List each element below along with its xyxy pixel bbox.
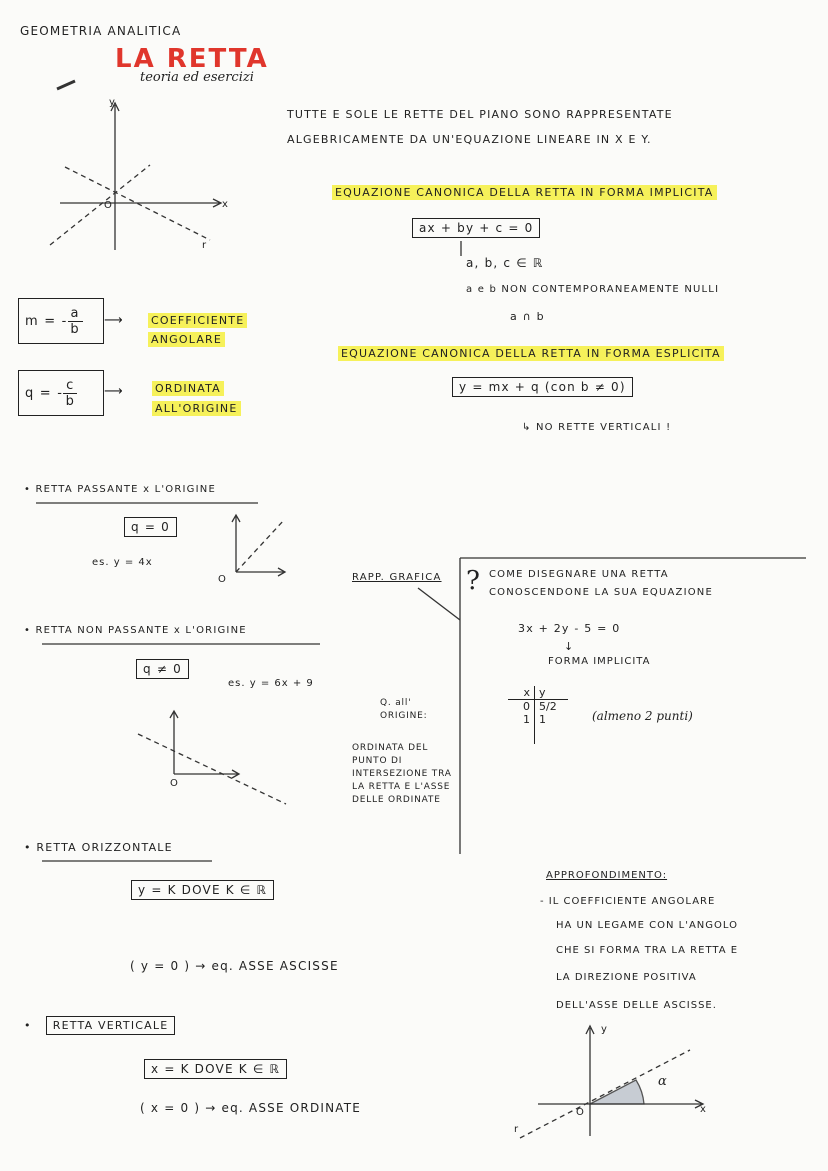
page-subtitle: teoria ed esercizi [140, 70, 254, 85]
implicit-heading: EQUAZIONE CANONICA DELLA RETTA IN FORMA IMPLICITA [332, 185, 717, 200]
graphic-q2: CONOSCENDONE LA SUA EQUAZIONE [489, 587, 714, 598]
top-origin-label: O [104, 200, 113, 211]
deepening-angle-label: α [658, 1074, 667, 1089]
horizontal-heading-underline [42, 858, 214, 864]
graphic-equation: 3x + 2y - 5 = 0 [518, 622, 621, 635]
non-origin-heading-text: RETTA NON PASSANTE x L'ORIGINE [35, 625, 247, 636]
explicit-equation: y = mx + q (con b ≠ 0) [452, 377, 633, 397]
q-note-head: Q. all' ORIGINE: [380, 698, 428, 721]
table-row [508, 713, 568, 744]
intercept-fraction [63, 378, 77, 409]
vertical-box: x = K DOVE K ∈ ℝ [144, 1059, 287, 1079]
slope-label-1: COEFFICIENTE [148, 313, 247, 328]
horizontal-box: y = K DOVE K ∈ ℝ [131, 880, 274, 900]
slope-num: a [68, 306, 83, 322]
vertical-heading-text: RETTA VERTICALE [46, 1016, 176, 1035]
vertical-heading: • RETTA VERTICALE [24, 1019, 175, 1032]
horizontal-heading: • RETTA ORIZZONTALE [24, 841, 173, 854]
slope-den: b [70, 321, 80, 337]
graphic-frame [418, 556, 810, 856]
slope-fraction [68, 306, 83, 337]
deepening-x-label: x [700, 1104, 707, 1115]
intro-line-2: ALGEBRICAMENTE DA UN'EQUAZIONE LINEARE IN X E Y. [287, 133, 652, 146]
pen-mark-icon [55, 78, 77, 92]
implicit-condition: a, b, c ∈ ℝ [466, 256, 544, 270]
deepening-line-5: DELL'ASSE DELLE ASCISSE. [556, 1000, 717, 1011]
xy-table-cell: 5/2 [539, 700, 557, 713]
deepening-origin: O [576, 1107, 585, 1118]
explicit-heading: EQUAZIONE CANONICA DELLA RETTA IN FORMA ESPLICITA [338, 346, 724, 361]
horizontal-axis-eq: ( y = 0 ) → eq. ASSE ASCISSE [130, 959, 339, 973]
origin-line-heading-text: RETTA PASSANTE x L'ORIGINE [35, 484, 216, 495]
non-origin-graph [138, 708, 288, 808]
non-origin-example: es. y = 6x + 9 [228, 678, 314, 689]
deepening-r-label: r [514, 1124, 520, 1135]
origin-line-example: es. y = 4x [92, 557, 153, 568]
intercept-num: c [63, 378, 77, 394]
origin-line-origin: O [218, 574, 227, 585]
slope-arrow-icon: ⟶ [104, 313, 123, 328]
intercept-formula-box [18, 370, 104, 416]
xy-table-header [508, 686, 568, 700]
xy-table-header-y: y [539, 686, 546, 699]
intercept-den: b [65, 393, 76, 409]
top-y-label: y [109, 97, 116, 108]
intercept-label-1: ORDINATA [152, 381, 224, 396]
q-note-body: ORDINATA DEL PUNTO DI INTERSEZIONE TRA LA RETTA E L'ASSE DELLE ORDINATE [352, 743, 452, 805]
deepening-heading: APPROFONDIMENTO: [546, 870, 668, 881]
explicit-note [522, 422, 671, 433]
top-x-label: x [222, 199, 229, 210]
non-origin-origin: O [170, 778, 179, 789]
deepening-line-1: - IL COEFFICIENTE ANGOLARE [540, 896, 716, 907]
deepening-graph [520, 1020, 720, 1140]
xy-table-cell: 1 [508, 713, 535, 744]
implicit-note-2: a ∩ b [510, 310, 545, 323]
vertical-axis-eq: ( x = 0 ) → eq. ASSE ORDINATE [140, 1101, 362, 1115]
xy-table-cell: 0 [508, 700, 535, 713]
top-r-label: r [202, 240, 208, 251]
subject-heading: GEOMETRIA ANALITICA [20, 24, 182, 38]
intercept-label-2: ALL'ORIGINE [152, 401, 241, 416]
top-axes-graph [50, 95, 240, 255]
implicit-connector [458, 241, 464, 257]
intercept-lhs: q = - [25, 385, 64, 401]
deepening-y-label: y [601, 1024, 608, 1035]
graphic-note: (almeno 2 punti) [592, 709, 693, 723]
table-row [508, 700, 568, 713]
explicit-note-text: NO RETTE VERTICALI ! [535, 422, 672, 433]
xy-table-cell: 1 [539, 713, 546, 726]
origin-line-graph [226, 512, 288, 576]
slope-formula-box [18, 298, 104, 344]
intercept-arrow-icon: ⟶ [104, 384, 123, 399]
graphic-form: FORMA IMPLICITA [548, 656, 651, 667]
origin-line-box: q = 0 [124, 517, 177, 537]
deepening-line-2: HA UN LEGAME CON L'ANGOLO [556, 920, 738, 931]
deepening-line-3: CHE SI FORMA TRA LA RETTA E [556, 945, 739, 956]
return-arrow-icon: ↳ [522, 422, 536, 433]
question-mark-icon: ? [466, 566, 480, 596]
origin-line-heading: • RETTA PASSANTE x L'ORIGINE [24, 484, 216, 495]
slope-label-2: ANGOLARE [148, 332, 225, 347]
non-origin-box: q ≠ 0 [136, 659, 189, 679]
xy-table-header-x: x [508, 686, 535, 699]
intro-line-1: TUTTE E SOLE LE RETTE DEL PIANO SONO RAPPRESENTATE [287, 108, 673, 121]
xy-table [508, 686, 568, 744]
deepening-line-4: LA DIREZIONE POSITIVA [556, 972, 697, 983]
implicit-equation: ax + by + c = 0 [412, 218, 540, 238]
graphic-label: RAPP. GRAFICA [352, 572, 442, 583]
top-line-s [50, 165, 150, 245]
non-origin-heading: • RETTA NON PASSANTE x L'ORIGINE [24, 625, 247, 636]
page-title: LA RETTA [115, 44, 269, 74]
graphic-q1: COME DISEGNARE UNA RETTA [489, 569, 669, 580]
horizontal-heading-text: RETTA ORIZZONTALE [36, 841, 173, 854]
graphic-down-arrow-icon: ↓ [564, 640, 574, 653]
implicit-note: a e b NON CONTEMPORANEAMENTE NULLI [466, 284, 720, 295]
slope-lhs: m = - [25, 313, 68, 329]
non-origin-heading-underline [42, 641, 322, 647]
origin-heading-underline [36, 500, 260, 506]
